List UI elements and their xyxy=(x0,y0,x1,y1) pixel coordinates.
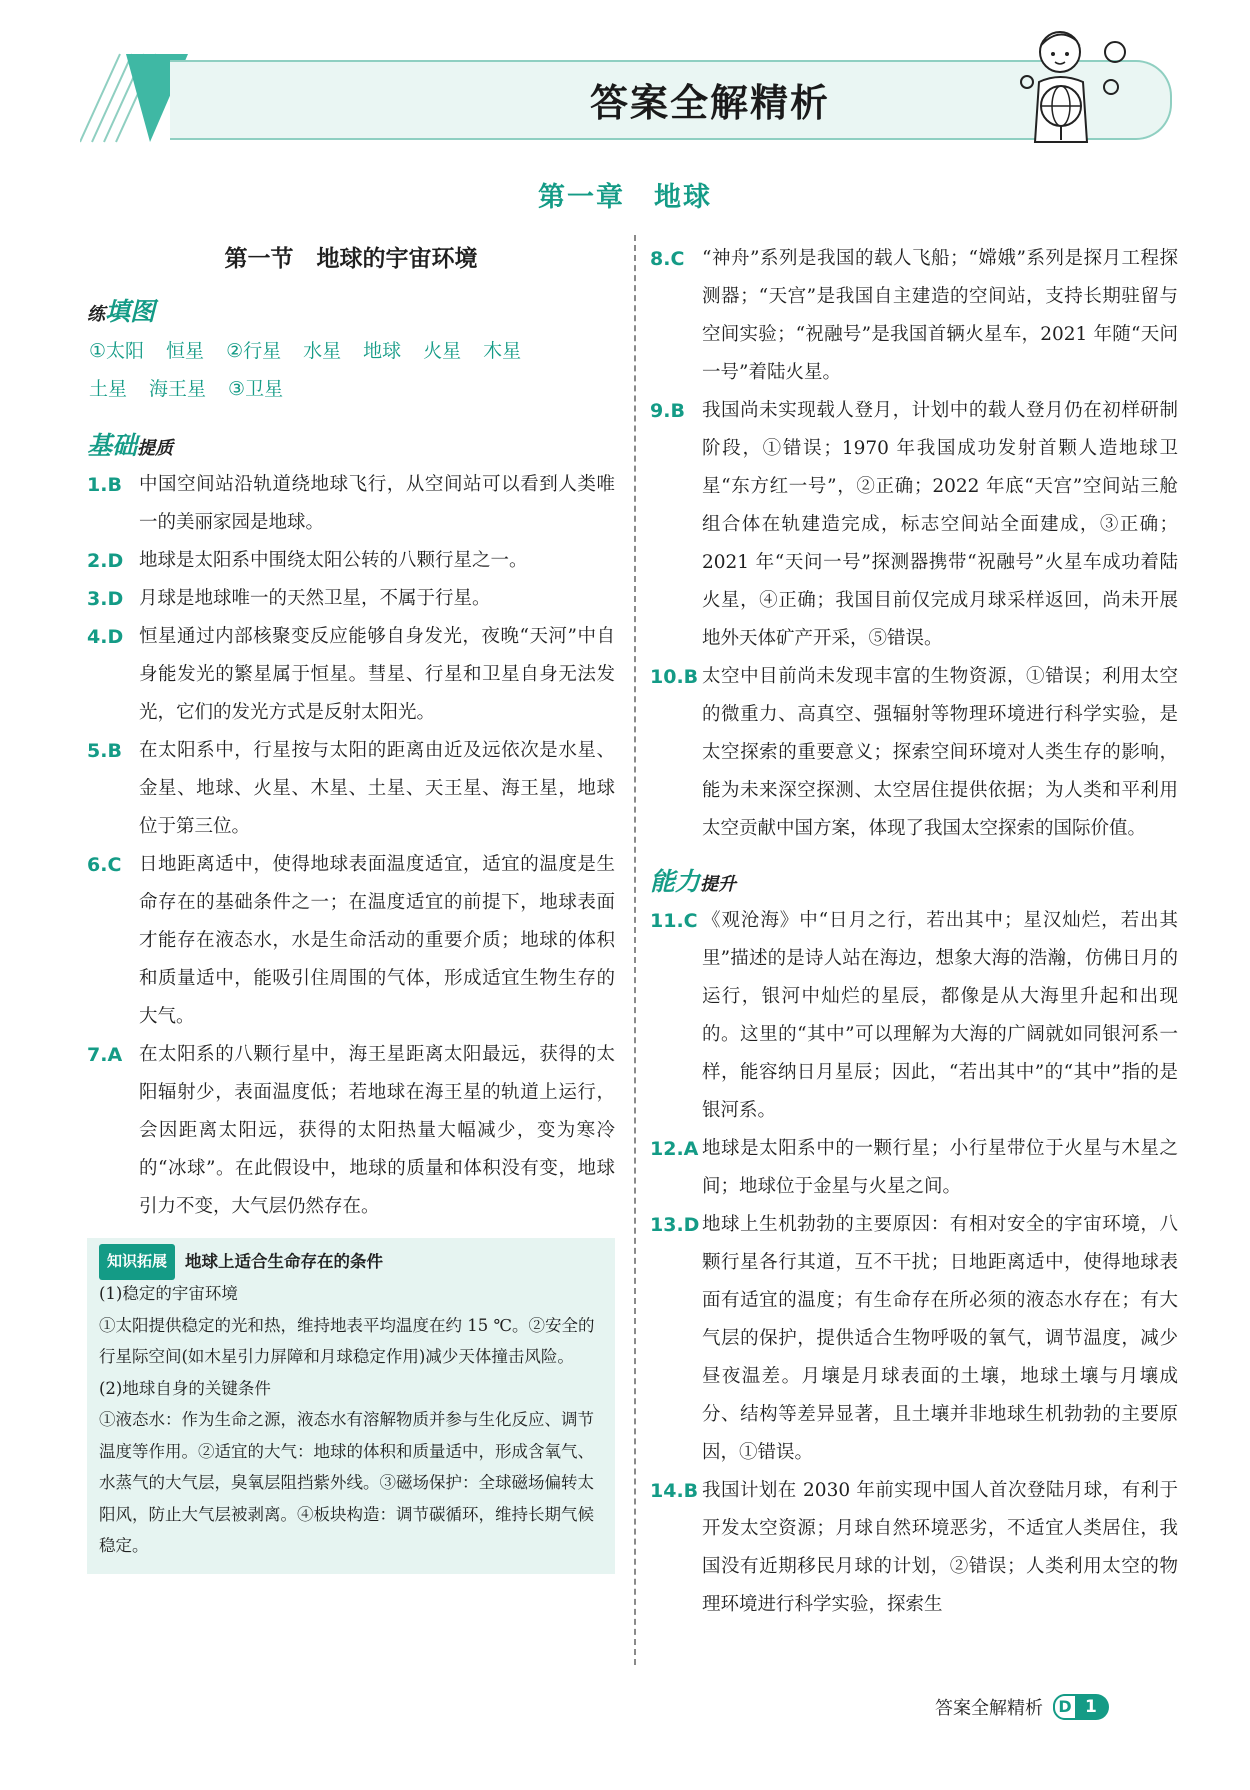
answer-number: 12.A xyxy=(650,1138,699,1160)
knowledge-title: 地球上适合生命存在的条件 xyxy=(185,1252,384,1272)
answer-text: 地球上生机勃勃的主要原因：有相对安全的宇宙环境，八颗行星各行其道，互不干扰；日地距离适中，使得地球表面有适宜的温度；有生命存在所必须的液态水存在；有大气层的保护，提供适合生物呼吸的氧气，调节温度，减少昼夜温差。月壤是月球表面的土壤，地球土壤与月壤成分、结构等差异显著，且土壤并非地球生机勃勃的主要原因，①错误。 xyxy=(702,1214,1178,1463)
answer-item xyxy=(650,658,1178,848)
fill-answer: 海王星 xyxy=(149,378,207,400)
fill-answer: 土星 xyxy=(89,378,128,400)
answer-text: 在太阳系中，行星按与太阳的距离由近及远依次是水星、金星、地球、火星、木星、土星、天王星、海王星，地球位于第三位。 xyxy=(139,740,615,837)
knowledge-line: (2)地球自身的关键条件 xyxy=(99,1378,271,1398)
knowledge-line: ①液态水：作为生命之源，液态水有溶解物质并参与生化反应、调节温度等作用。②适宜的大气：地球的体积和质量适中，形成含氧气、水蒸气的大气层，臭氧层阻挡紫外线。③磁场保护：全球磁场偏转太阳风，防止大气层被剥离。④板块构造：调节碳循环，维持长期气候稳定。 xyxy=(99,1410,594,1555)
right-column xyxy=(650,240,1178,1624)
footer-title: 答案全解精析 xyxy=(935,1698,1043,1719)
page-header xyxy=(80,52,1180,142)
answer-item xyxy=(650,1130,1178,1206)
answer-text: 地球是太阳系中的一颗行星；小行星带位于火星与木星之间；地球位于金星与火星之间。 xyxy=(702,1138,1178,1197)
answer-number: 1.B xyxy=(87,474,122,496)
fill-answer: 火星 xyxy=(423,340,462,362)
answer-item xyxy=(650,240,1178,392)
answer-number: 2.D xyxy=(87,550,124,572)
fill-answers-line-1 xyxy=(89,332,615,370)
answer-number: 10.B xyxy=(650,666,699,688)
header-title: 答案全解精析 xyxy=(589,81,830,125)
knowledge-line: ①太阳提供稳定的光和热，维持地表平均温度在约 15 ℃。②安全的行星际空间(如木星引力屏障和月球稳定作用)减少天体撞击风险。 xyxy=(99,1315,595,1366)
fill-diagram-heading xyxy=(87,292,615,326)
answer-number: 14.B xyxy=(650,1480,699,1502)
basic-heading-main: 基础 xyxy=(87,431,138,460)
answer-text: 在太阳系的八颗行星中，海王星距离太阳最远，获得的太阳辐射少，表面温度低；若地球在海王星的轨道上运行，会因距离太阳远，获得的太阳热量大幅减少，变为寒冷的“冰球”。在此假设中，地球的质量和体积没有变，地球引力不变，大气层仍然存在。 xyxy=(139,1044,615,1217)
fill-answer: ②行星 xyxy=(226,340,282,362)
page-number-badge xyxy=(1053,1694,1109,1720)
footer-letter: D xyxy=(1053,1694,1077,1720)
knowledge-extension-box xyxy=(87,1238,615,1574)
answer-number: 11.C xyxy=(650,910,698,932)
chapter-title: 第一章 地球 xyxy=(538,182,712,213)
answer-text: 我国尚未实现载人登月，计划中的载人登月仍在初样研制阶段，①错误；1970 年我国成功发射首颗人造地球卫星“东方红一号”，②正确；2022 年底“天宫”空间站三舱组合体在轨建造完成，标志空间站全面建成，③正确；2021 年“天问一号”探测器携带“祝融号”火星车成功着陆火星，④正确；我国目前仅完成月球采样返回，尚未开展地外天体矿产开采，⑤错误。 xyxy=(702,400,1178,649)
fill-answer: ③卫星 xyxy=(228,378,284,400)
left-column xyxy=(87,240,615,1574)
knowledge-header xyxy=(99,1246,603,1278)
fill-answers-line-2 xyxy=(89,370,615,408)
answer-item xyxy=(87,846,615,1036)
answer-text: 中国空间站沿轨道绕地球飞行，从空间站可以看到人类唯一的美丽家园是地球。 xyxy=(139,474,615,533)
ability-heading-main: 能力 xyxy=(650,867,701,896)
fill-answer: ①太阳 xyxy=(89,340,145,362)
fill-answer: 木星 xyxy=(483,340,522,362)
answer-item xyxy=(650,1206,1178,1472)
basic-heading-suffix: 提质 xyxy=(137,438,174,459)
fill-answer: 地球 xyxy=(363,340,402,362)
page-footer xyxy=(935,1692,1109,1722)
answer-text: 我国计划在 2030 年前实现中国人首次登陆月球，有利于开发太空资源；月球自然环境恶劣，不适宜人类居住，我国没有近期移民月球的计划，②错误；人类利用太空的物理环境进行科学实验，探索生 xyxy=(702,1480,1178,1615)
ability-heading-suffix: 提升 xyxy=(700,874,737,895)
answer-item xyxy=(87,618,615,732)
column-divider xyxy=(634,235,636,1665)
answer-text: 恒星通过内部核聚变反应能够自身发光，夜晚“天河”中自身能发光的繁星属于恒星。彗星、行星和卫星自身无法发光，它们的发光方式是反射太阳光。 xyxy=(139,626,615,723)
answer-number: 9.B xyxy=(650,400,685,422)
answer-number: 4.D xyxy=(87,626,124,648)
basic-heading xyxy=(87,426,615,460)
answer-item xyxy=(87,1036,615,1226)
knowledge-badge: 知识拓展 xyxy=(99,1244,175,1280)
answer-text: 日地距离适中，使得地球表面温度适宜，适宜的温度是生命存在的基础条件之一；在温度适宜的前提下，地球表面才能存在液态水，水是生命活动的重要介质；地球的体积和质量适中，能吸引住周围的气体，形成适宜生物生存的大气。 xyxy=(139,854,615,1027)
knowledge-line: (1)稳定的宇宙环境 xyxy=(99,1284,238,1303)
answer-item xyxy=(650,1472,1178,1624)
answer-number: 7.A xyxy=(87,1044,123,1066)
answer-item xyxy=(87,732,615,846)
fill-answer: 恒星 xyxy=(166,340,205,362)
page-number: 1 xyxy=(1085,1697,1097,1717)
answer-text: 《观沧海》中“日月之行，若出其中；星汉灿烂，若出其里”描述的是诗人站在海边，想象大海的浩瀚，仿佛日月的运行，银河中灿烂的星辰，都像是从大海里升起和出现的。这里的“其中”可以理解为大海的广阔就如同银河系一样，能容纳日月星辰；因此，“若出其中”的“其中”指的是银河系。 xyxy=(702,910,1178,1121)
fill-heading-main: 填图 xyxy=(105,297,156,326)
answer-text: 地球是太阳系中围绕太阳公转的八颗行星之一。 xyxy=(139,550,528,571)
answer-item xyxy=(87,542,615,580)
answer-item xyxy=(87,466,615,542)
section-title: 第一节 地球的宇宙环境 xyxy=(224,246,478,272)
answer-number: 6.C xyxy=(87,854,122,876)
answer-text: “神舟”系列是我国的载人飞船；“嫦娥”系列是探月工程探测器；“天宫”是我国自主建造的空间站，支持长期驻留与空间实验；“祝融号”是我国首辆火星车，2021 年随“天问一号”着陆火星。 xyxy=(702,248,1178,383)
answer-text: 太空中目前尚未发现丰富的生物资源，①错误；利用太空的微重力、高真空、强辐射等物理环境进行科学实验，是太空探索的重要意义；探索空间环境对人类生存的影响，能为未来深空探测、太空居住提供依据；为人类和平利用太空贡献中国方案，体现了我国太空探索的国际价值。 xyxy=(702,666,1178,839)
fill-answer: 水星 xyxy=(303,340,342,362)
answer-text: 月球是地球唯一的天然卫星，不属于行星。 xyxy=(139,588,491,609)
fill-heading-prefix: 练 xyxy=(87,304,105,325)
answer-item xyxy=(650,902,1178,1130)
ability-heading xyxy=(650,862,1178,896)
answer-item xyxy=(87,580,615,618)
mascot-globe-icon xyxy=(1015,22,1145,147)
answer-number: 3.D xyxy=(87,588,124,610)
answer-number: 8.C xyxy=(650,248,685,270)
answer-number: 5.B xyxy=(87,740,122,762)
answer-number: 13.D xyxy=(650,1214,700,1236)
answer-item xyxy=(650,392,1178,658)
